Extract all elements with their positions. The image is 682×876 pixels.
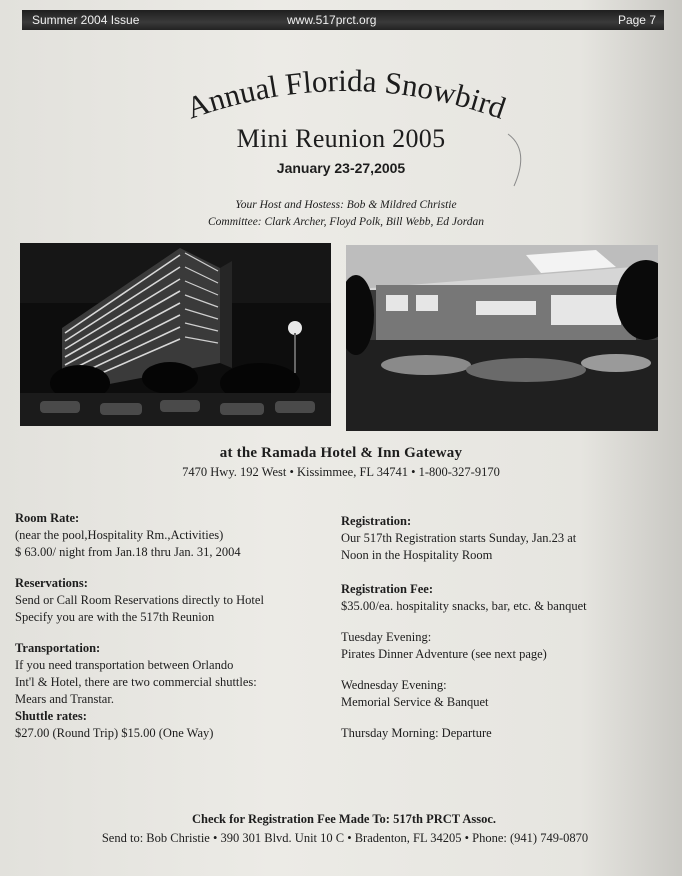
reunion-dates: January 23-27,2005 — [276, 160, 406, 176]
reservations-line: Specify you are with the 517th Reunion — [15, 610, 215, 624]
right-details-column — [341, 513, 661, 742]
transportation-line: Mears and Transtar. — [15, 692, 114, 706]
reunion-subtitle: Mini Reunion 2005 — [236, 124, 446, 153]
host-line: Your Host and Hostess: Bob & Mildred Christie — [235, 199, 457, 211]
registration-fee-heading: Registration Fee: — [341, 582, 433, 596]
hotel-exterior-photo — [20, 243, 331, 426]
transportation-heading: Transportation: — [15, 641, 101, 655]
page-number: Page 7 — [617, 13, 656, 27]
room-rate-line: (near the pool,Hospitality Rm.,Activities) — [15, 528, 224, 542]
registration-fee-line: $35.00/ea. hospitality snacks, bar, etc. & banquet — [341, 599, 587, 613]
shuttle-rates-line: $27.00 (Round Trip) $15.00 (One Way) — [15, 726, 214, 740]
registration-line: Our 517th Registration starts Sunday, Jan.23 at — [341, 531, 577, 545]
reservations-line: Send or Call Room Reservations directly to Hotel — [15, 593, 264, 607]
wednesday-heading: Wednesday Evening: — [341, 678, 447, 692]
wednesday-line: Memorial Service & Banquet — [341, 695, 489, 709]
website-url[interactable]: www.517prct.org — [287, 13, 377, 27]
thursday-line: Thursday Morning: Departure — [341, 726, 492, 740]
registration-line: Noon in the Hospitality Room — [341, 548, 493, 562]
header-bar — [22, 10, 664, 30]
transportation-line: Int'l & Hotel, there are two commercial shuttles: — [15, 675, 257, 689]
transportation-line: If you need transportation between Orlando — [15, 658, 234, 672]
reservations-heading: Reservations: — [15, 576, 88, 590]
arched-title-text: Annual Florida Snowbird — [181, 62, 511, 126]
registration-heading: Registration: — [341, 514, 412, 528]
tuesday-line: Pirates Dinner Adventure (see next page) — [341, 647, 547, 661]
hotel-lobby-photo — [346, 245, 658, 431]
room-rate-line: $ 63.00/ night from Jan.18 thru Jan. 31, 2004 — [15, 545, 241, 559]
venue-address: 7470 Hwy. 192 West • Kissimmee, FL 34741 • 1-800-327-9170 — [182, 465, 500, 479]
room-rate-heading: Room Rate: — [15, 511, 80, 525]
committee-line: Committee: Clark Archer, Floyd Polk, Bill Webb, Ed Jordan — [207, 216, 485, 228]
shuttle-rates-heading: Shuttle rates: — [15, 709, 87, 723]
send-to-line: Send to: Bob Christie • 390 301 Blvd. Unit 10 C • Bradenton, FL 34205 • Phone: (941) 749-0870 — [101, 831, 589, 845]
tuesday-heading: Tuesday Evening: — [341, 630, 432, 644]
check-payable-line: Check for Registration Fee Made To: 517th PRCT Assoc. — [191, 812, 497, 826]
venue-name: at the Ramada Hotel & Inn Gateway — [219, 445, 463, 461]
issue-label: Summer 2004 Issue — [32, 13, 140, 27]
left-details-column — [15, 510, 335, 742]
